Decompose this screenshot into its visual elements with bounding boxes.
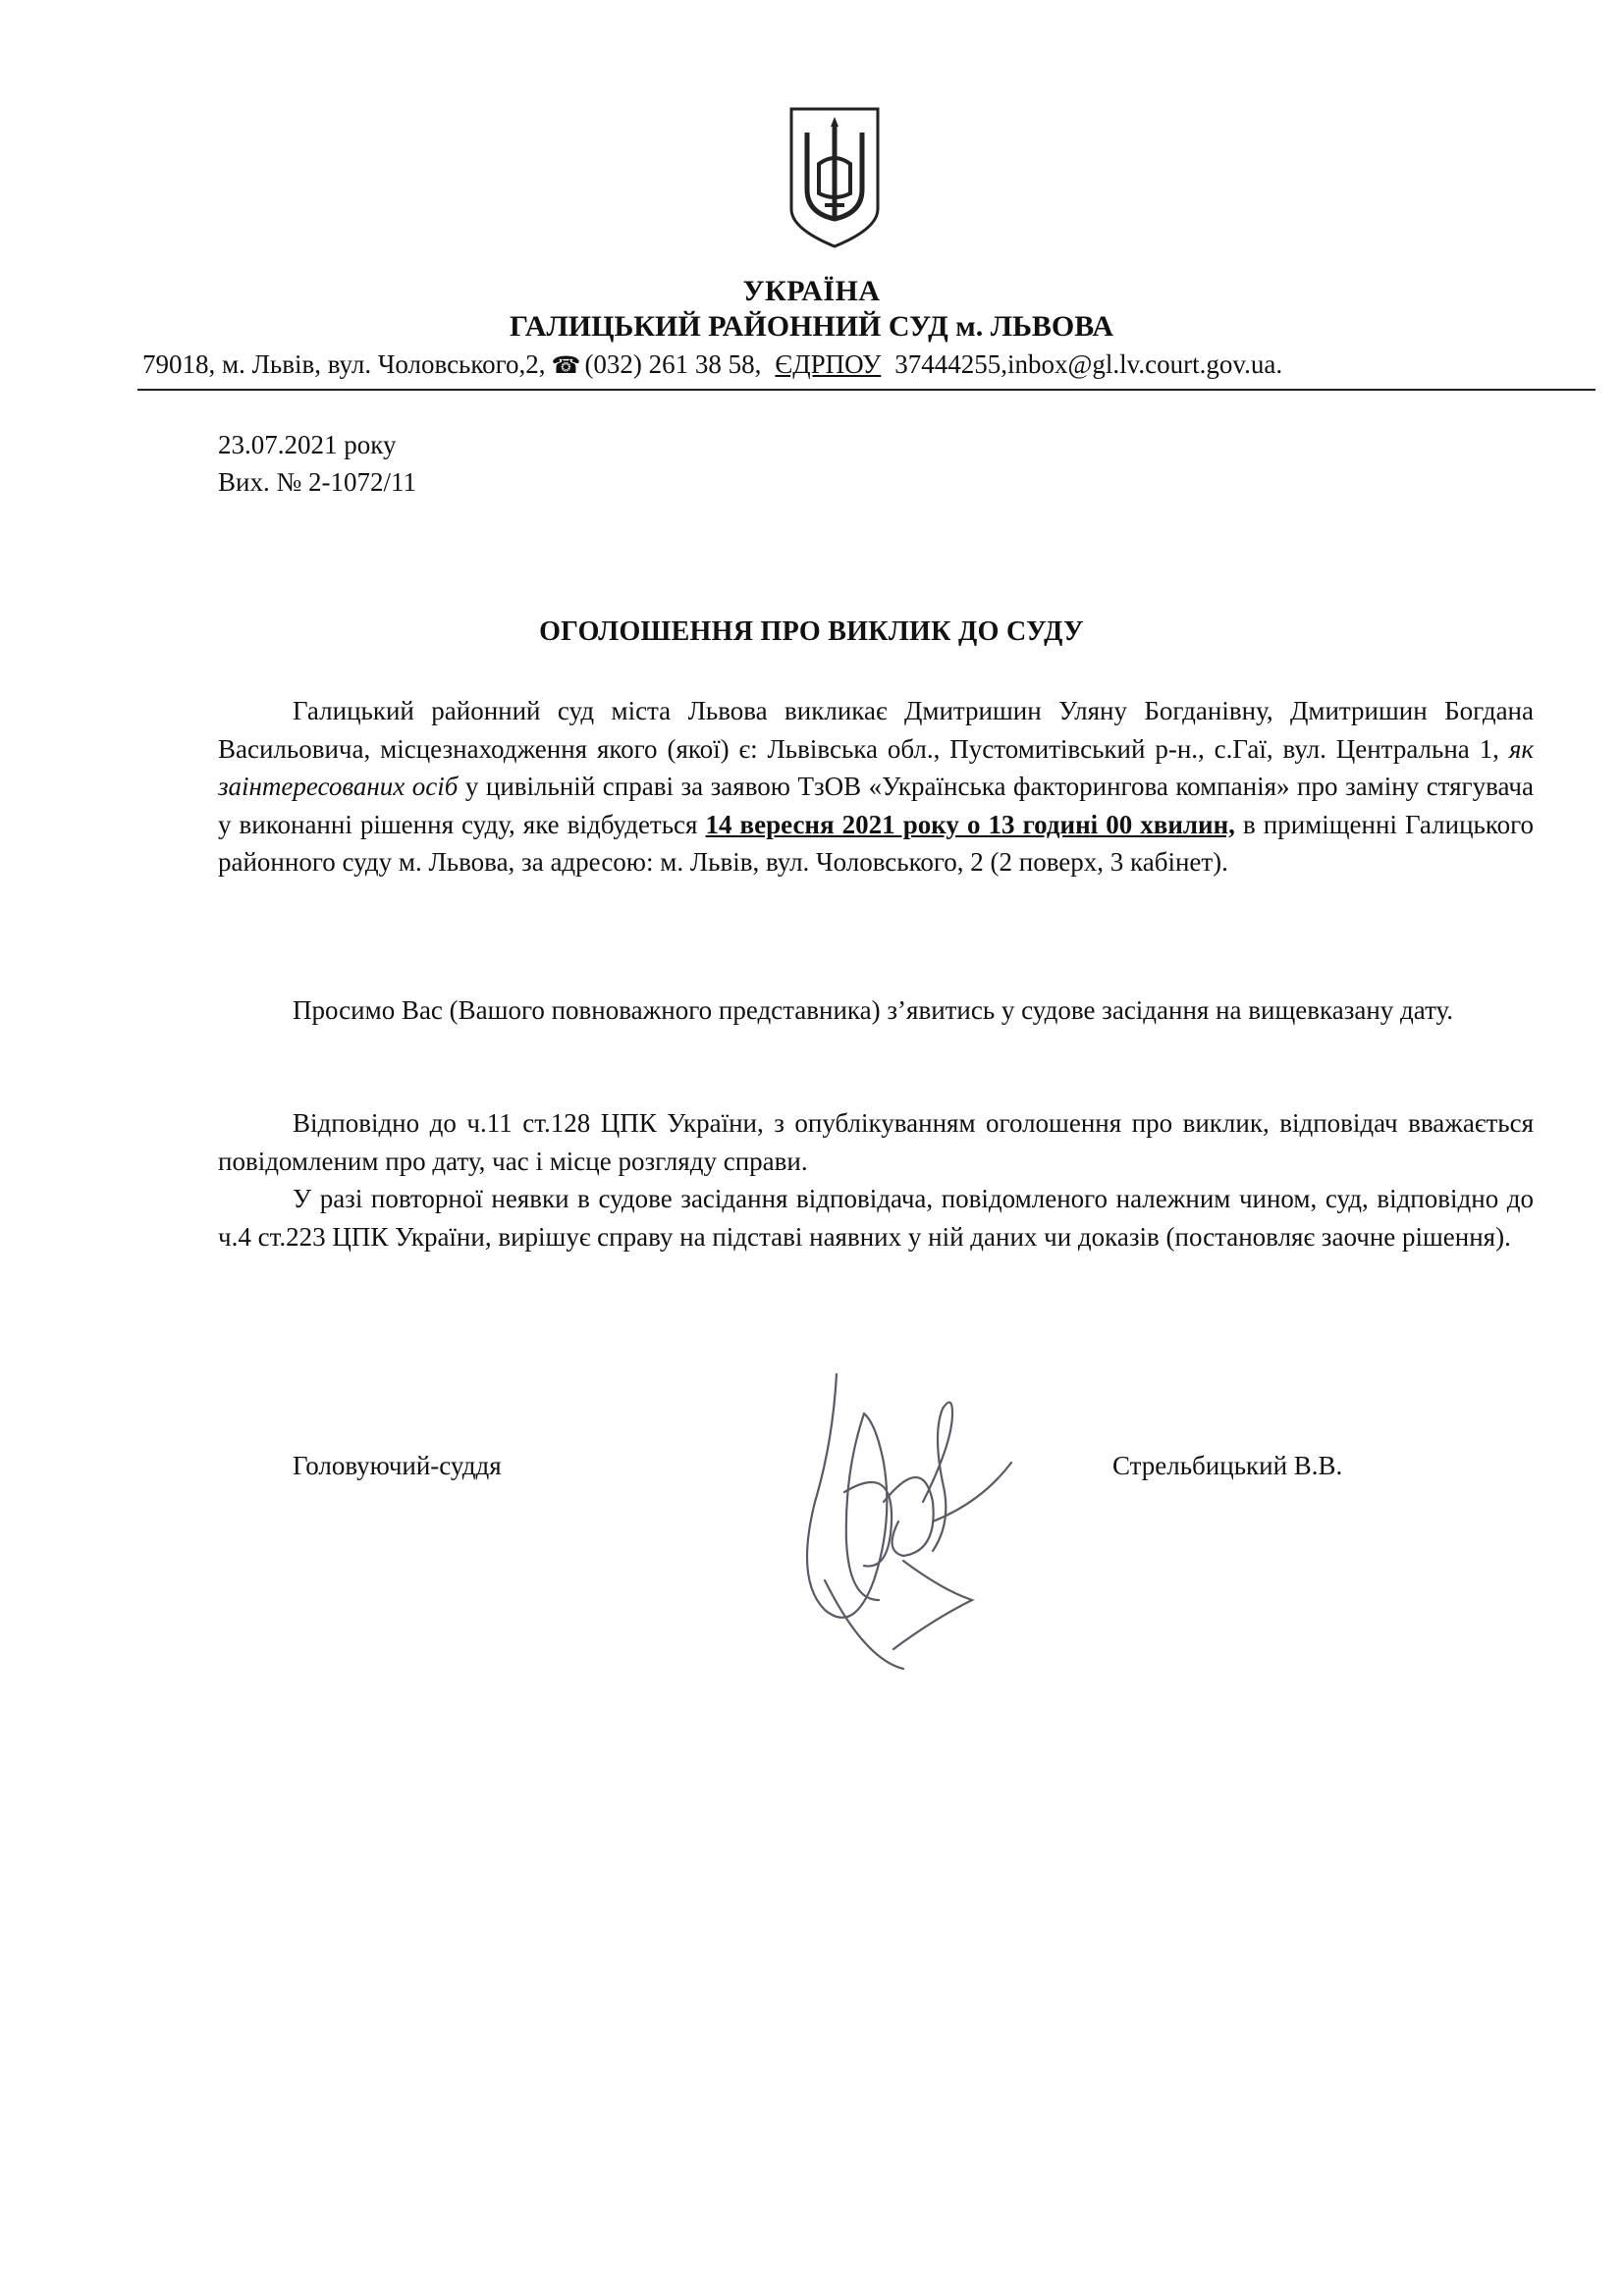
document-meta [218, 426, 416, 501]
header-contacts [142, 349, 1596, 380]
document-date: 23.07.2021 року [218, 430, 397, 459]
telephone-icon: ☎ [551, 353, 581, 379]
summons-text-part-3: в приміщенні Галицького районного суду м. Львова, за адресою: м. Львів, вул. Чоловського, 2 (2 поверх, 3 кабінет). [218, 809, 1534, 877]
summons-text-part-1: Галицький районний суд міста Львова викликає Дмитришин Уляну Богданівну, Дмитришин Богдана Васильовича, місцезнаходження якого (якої) є: Львівська обл., Пустомитівський р-н., с.Гаї, вул. Центральна 1, [218, 696, 1534, 764]
signatory-role: Головуючий-суддя [293, 1451, 502, 1480]
hearing-datetime: 14 вересня 2021 року о 13 годині 00 хвилин, [705, 809, 1235, 839]
court-phone: (032) 261 38 58, [584, 349, 762, 379]
header-country: УКРАЇНА [742, 275, 881, 307]
body-paragraph-summons [218, 692, 1534, 881]
interested-persons-phrase: як заінтересованих осіб [218, 733, 1534, 801]
handwritten-signature [785, 1355, 1021, 1679]
court-address: 79018, м. Львів, вул. Чоловського,2, [142, 349, 546, 379]
summons-text-part-2: у цивільній справі за заявою ТзОВ «Українська факторингова компанія» про заміну стягувача у виконанні рішення суду, яке відбудеться [218, 772, 1534, 839]
header-divider [137, 389, 1596, 391]
signatory-name: Стрельбицький В.В. [1112, 1451, 1343, 1480]
document-title: ОГОЛОШЕННЯ ПРО ВИКЛИК ДО СУДУ [539, 616, 1084, 647]
body-paragraph-default: У разі повторної неявки в судове засідання відповідача, повідомленого належним чином, суд, відповідно до ч.4 ст.223 ЦПК України, вирішує справу на підставі наявних у ній даних чи доказів (постановляє заочне рішення). [218, 1184, 1534, 1252]
body-paragraph-request: Просимо Вас (Вашого повноважного представника) з’явитись у судове засідання на вищевказану дату. [293, 995, 1454, 1025]
trident-coat-of-arms-icon [785, 103, 884, 250]
body-paragraph-notice: Відповідно до ч.11 ст.128 ЦПК України, з опублікуванням оголошення про виклик, відповідач вважається повідомленим про дату, час і місце розгляду справи. [218, 1108, 1534, 1176]
outgoing-number: Вих. № 2-1072/11 [218, 467, 416, 497]
edrpou-label: ЄДРПОУ [775, 349, 882, 379]
header-court-name: ГАЛИЦЬКИЙ РАЙОННИЙ СУД м. ЛЬВОВА [509, 310, 1114, 343]
edrpou-and-email: 37444255,inbox@gl.lv.court.gov.ua. [894, 349, 1283, 379]
